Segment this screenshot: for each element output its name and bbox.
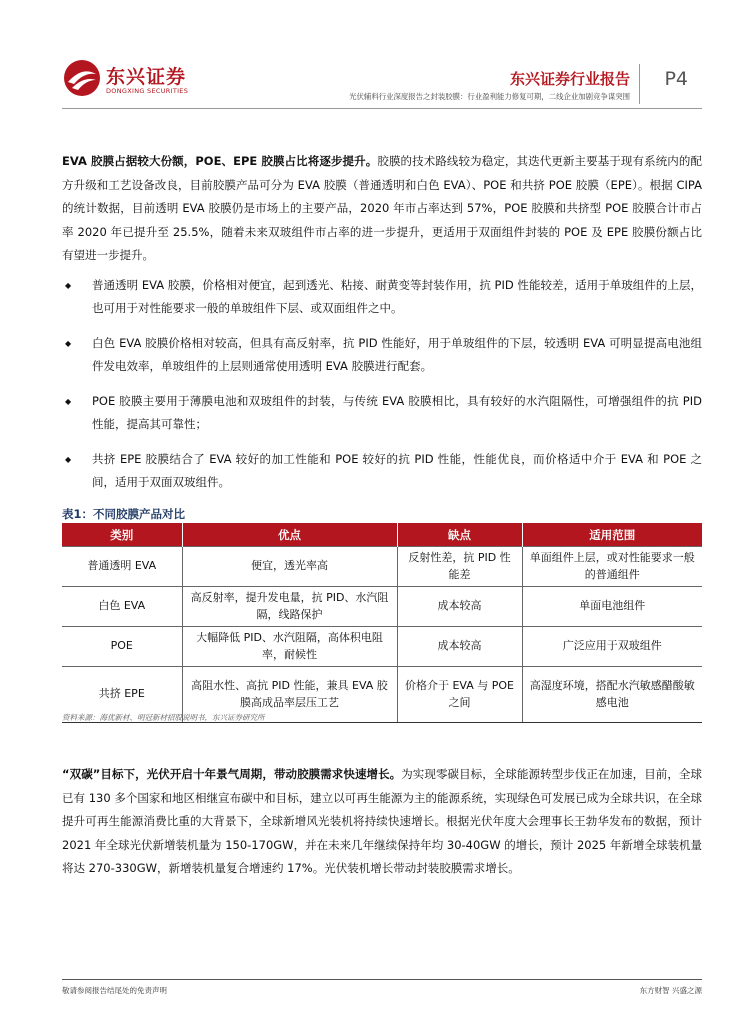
report-subtitle: 光伏辅料行业深度报告之封装胶膜：行业盈利能力修复可期，二线企业加剧竞争谋突围	[349, 92, 630, 101]
diamond-bullet-icon: ◆	[65, 454, 72, 464]
table-header-row	[62, 523, 702, 547]
section2-lead-bold: “双碳”目标下，光伏开启十年景气周期，带动胶膜需求快速增长。	[62, 767, 402, 781]
column-header: 类别	[62, 523, 182, 547]
footer-slogan: 东方财智 兴盛之源	[639, 986, 702, 995]
table-cell: 反射性差，抗 PID 性能差	[397, 547, 522, 587]
section1-lead-text: 胶膜的技术路线较为稳定，其迭代更新主要基于现有系统内的配方升级和工艺设备改良，目前胶膜产品可分为 EVA 胶膜（普通透明和白色 EVA）、POE 和共挤 POE 胶膜（EPE）。根据 CIPA 的统计数据，目前透明 EVA 胶膜仍是市场上的主要产品，2020 年市占率达到 57%，POE 胶膜和共挤型 POE 胶膜合计市占率 2020 年已提升至 25.5%，随着未来双玻组件市占率的进一步提升，更适用于双面组件封装的 POE 及 EPE 胶膜份额占比有望进一步提升。	[62, 154, 702, 262]
list-item: ◆ POE 胶膜主要用于薄膜电池和双玻组件的封装，与传统 EVA 胶膜相比，具有较好的水汽阻隔性，可增强组件的抗 PID 性能，提高其可靠性；	[62, 390, 702, 437]
footer-disclaimer: 敬请参阅报告结尾处的免责声明	[62, 986, 167, 995]
section-demand-growth	[62, 763, 702, 881]
table-cell: 共挤 EPE	[62, 667, 182, 723]
header-rule	[62, 108, 702, 109]
section-film-types	[62, 150, 702, 506]
table-row	[62, 587, 702, 627]
table-cell: 高湿度环境，搭配水汽敏感醋酸敏感电池	[522, 667, 702, 723]
table-cell: 价格介于 EVA 与 POE 之间	[397, 667, 522, 723]
report-title: 东兴证券行业报告	[509, 70, 630, 88]
table-row	[62, 547, 702, 587]
list-item: ◆ 普通透明 EVA 胶膜，价格相对便宜，起到透光、粘接、耐黄变等封装作用，抗 PID 性能较差，适用于单玻组件的上层，也可用于对性能要求一般的单玻组件下层、或双面组件之中。	[62, 274, 702, 321]
logo-name: 东兴证券	[106, 66, 187, 88]
table-cell: 成本较高	[397, 627, 522, 667]
table-title: 表1：不同胶膜产品对比	[62, 507, 186, 521]
section1-paragraph	[62, 150, 702, 268]
table-cell: 便宜，透光率高	[182, 547, 397, 587]
section2-paragraph	[62, 763, 702, 881]
diamond-bullet-icon: ◆	[65, 280, 72, 290]
column-header: 缺点	[397, 523, 522, 547]
column-header: 适用范围	[522, 523, 702, 547]
company-logo	[62, 58, 192, 102]
table-cell: 高反射率，提升发电量，抗 PID、水汽阻隔，线路保护	[182, 587, 397, 627]
table-cell: 普通透明 EVA	[62, 547, 182, 587]
table-cell: POE	[62, 627, 182, 667]
table-cell: 广泛应用于双玻组件	[522, 627, 702, 667]
page-header	[62, 58, 702, 110]
diamond-bullet-icon: ◆	[65, 338, 72, 348]
table-cell: 成本较高	[397, 587, 522, 627]
film-comparison-table	[62, 523, 702, 723]
list-item: ◆ 共挤 EPE 胶膜结合了 EVA 较好的加工性能和 POE 较好的抗 PID 性能，性能优良，而价格适中介于 EVA 和 POE 之间，适用于双面双玻组件。	[62, 448, 702, 495]
diamond-bullet-icon: ◆	[65, 396, 72, 406]
logo-emblem-icon	[62, 58, 102, 98]
section1-lead-bold: EVA 胶膜占据较大份额，POE、EPE 胶膜占比将逐步提升。	[62, 154, 378, 168]
table-cell: 单面电池组件	[522, 587, 702, 627]
table-row	[62, 627, 702, 667]
page-number: P4	[664, 68, 688, 90]
column-header: 优点	[182, 523, 397, 547]
list-item: ◆ 白色 EVA 胶膜价格相对较高，但具有高反射率，抗 PID 性能好，用于单玻组件的下层，较透明 EVA 可明显提高电池组件发电效率，单玻组件的上层则通常使用透明 EVA 胶膜进行配套。	[62, 332, 702, 379]
table-cell: 大幅降低 PID、水汽阻隔，高体积电阻率，耐候性	[182, 627, 397, 667]
film-bullet-list	[62, 274, 702, 495]
table-cell: 高阻水性、高抗 PID 性能，兼具 EVA 胶膜高成品率层压工艺	[182, 667, 397, 723]
table-cell: 单面组件上层，或对性能要求一般的普通组件	[522, 547, 702, 587]
table-source-note: 资料来源：海优新材、明冠新材招股说明书，东兴证券研究所	[62, 713, 265, 722]
logo-english-name: DONGXING SECURITIES	[106, 87, 189, 95]
header-divider	[639, 64, 640, 104]
footer-rule	[62, 979, 702, 980]
section2-lead-text: 为实现零碳目标，全球能源转型步伐正在加速，目前，全球已有 130 多个国家和地区相继宣布碳中和目标，建立以可再生能源为主的能源系统，实现绿色可发展已成为全球共识，在全球提升可再生能源消费比重的大背景下，全球新增风光装机将持续快速增长。根据光伏年度大会理事长王勃华发布的数据，预计 2021 年全球光伏新增装机量为 150-170GW，并在未来几年继续保持年均 30-40GW 的增长，预计 2025 年新增全球装机量将达 270-330GW，新增装机量复合增速约 17%。光伏装机增长带动封装胶膜需求增长。	[62, 767, 702, 875]
table-cell: 白色 EVA	[62, 587, 182, 627]
